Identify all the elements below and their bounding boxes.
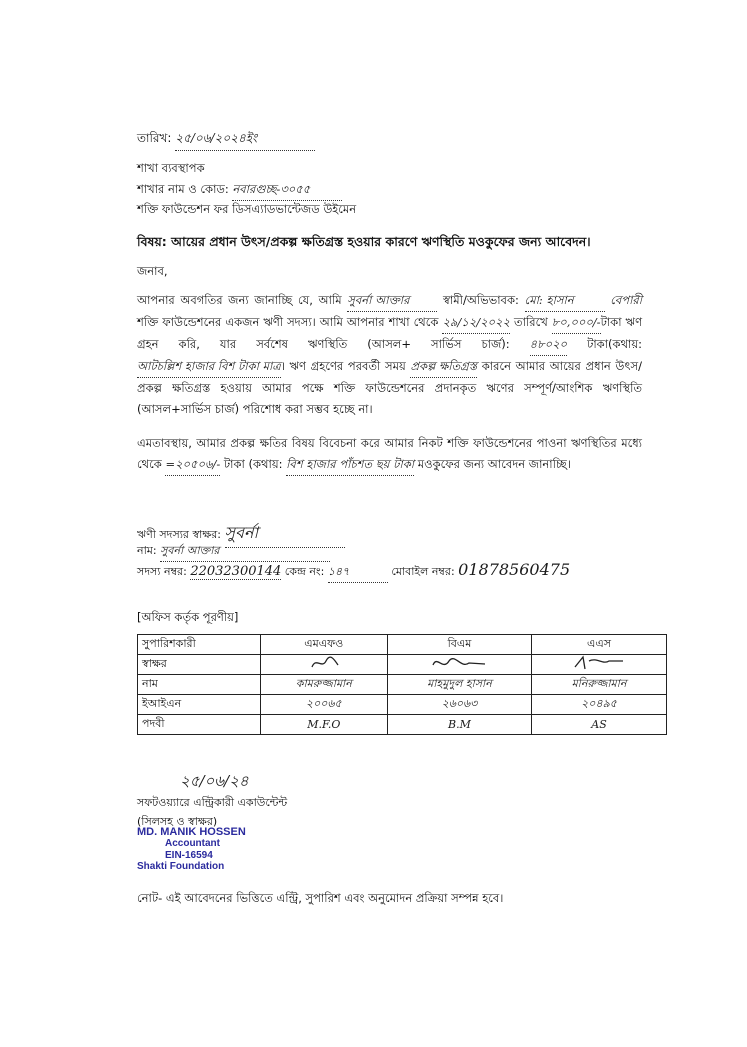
para1-text-7: । ঋণ গ্রহণের পরবর্তী সময় — [280, 359, 406, 373]
accountant-title: সফটওয়্যারে এন্ট্রিকারী একাউন্টেন্ট — [137, 796, 288, 809]
table-cell: ২০৪৯৫ — [532, 695, 667, 715]
branch-value: নবারগুচ্ছ-৩০৫৫ — [232, 181, 342, 201]
organization-name: শক্তি ফাউন্ডেশন ফর ডিসএ্যাডভান্টেজড উইমেন — [137, 202, 357, 216]
member-signature: সুবর্না — [225, 520, 345, 548]
salutation: জনাব, — [137, 264, 168, 278]
table-row — [138, 655, 667, 675]
signature-mfo — [260, 655, 387, 675]
table-cell: কামরুজ্জামান — [260, 675, 387, 695]
row-label: স্বাক্ষর — [138, 655, 261, 675]
signature-as — [532, 655, 667, 675]
table-cell: B.M — [387, 715, 531, 735]
table-cell: মনিরুজ্জামান — [532, 675, 667, 695]
loan-balance: ৪৮০২০ — [530, 334, 567, 356]
recommendation-table — [137, 634, 667, 735]
accountant-date: ২৫/০৬/২৪ — [180, 772, 249, 790]
loss-cause: প্রকল্প ক্ষতিগ্রস্ত — [410, 356, 477, 378]
table-header: সুপারিশকারী — [138, 635, 261, 655]
stamp-id: EIN-16594 — [165, 850, 213, 861]
row-label: নাম — [138, 675, 261, 695]
center-label: কেন্দ্র নং: — [284, 565, 325, 578]
member-name-line — [137, 542, 330, 562]
para1-text-4: তারিখে — [514, 315, 548, 329]
member-name: সুবর্না আক্তার — [160, 542, 330, 562]
footer-note: নোট- এই আবেদনের ভিত্তিতে এন্ট্রি, সুপারিশ এবং অনুমোদন প্রক্রিয়া সম্পন্ন হবে। — [137, 891, 504, 905]
row-label: ইআইএন — [138, 695, 261, 715]
guardian-name: মো: হাসান — [525, 290, 605, 312]
date-label: তারিখ: — [137, 131, 172, 145]
branch-label: শাখার নাম ও কোড: — [137, 182, 229, 196]
table-header: এএস — [532, 635, 667, 655]
stamp-name: MD. MANIK HOSSEN — [137, 826, 246, 838]
loan-balance-words: আটচল্লিশ হাজার বিশ টাকা মাত্র — [137, 356, 281, 378]
recipient-title: শাখা ব্যবস্থাপক — [137, 161, 205, 175]
para2-text-3: মওকুফের জন্য আবেদন জানাচ্ছি। — [417, 457, 571, 471]
table-cell: AS — [532, 715, 667, 735]
table-row — [138, 715, 667, 735]
member-id-line — [137, 560, 570, 583]
signature-scribble-icon — [569, 655, 629, 671]
loan-amount: ৮০,০০০/- — [552, 312, 601, 334]
member-id: 22032300144 — [190, 564, 282, 579]
mobile-label: মোবাইল নম্বর: — [391, 565, 455, 578]
paragraph-1 — [137, 290, 642, 420]
member-signature-label: ঋণী সদস্যর স্বাক্ষর: — [137, 528, 221, 541]
para1-text-3: শক্তি ফাউন্ডেশনের একজন ঋণী সদস্য। আমি আপনার শাখা থেকে — [137, 315, 439, 329]
stamp-role: Accountant — [165, 838, 220, 849]
para2-text-2: টাকা (কথায়: — [223, 457, 283, 471]
table-header-row — [138, 635, 667, 655]
member-name-label: নাম: — [137, 544, 157, 557]
loan-date: ২৯/১২/২০২২ — [442, 312, 510, 334]
date-value: ২৫/০৬/২০২৪ইং — [175, 130, 315, 151]
waiver-amount-words: বিশ হাজার পাঁচশত ছয় টাকা — [286, 454, 414, 476]
subject: বিষয়: আয়ের প্রধান উৎস/প্রকল্প ক্ষতিগ্রস্ত হওয়ার কারণে ঋণস্থিতি মওকুফের জন্য আবেদন। — [137, 234, 591, 249]
para1-text-8: কারনে আমার আয়ের প্রধান উৎস/প্রকল্প ক্ষতিগ্রস্ত হওয়ায় আমার পক্ষে শক্তি ফাউন্ডেশনের প্রদানকৃত ঋণের সম্পূর্ণ/আংশিক ঋণস্থিতি (আসল+সার্ভিস চার্জ) পরিশোধ করা সম্ভব হচ্ছে না। — [137, 359, 643, 416]
para1-text-6: টাকা(কথায়: — [587, 337, 643, 351]
table-cell: M.F.O — [260, 715, 387, 735]
table-row — [138, 675, 667, 695]
table-cell: ২০০৬৫ — [260, 695, 387, 715]
member-id-label: সদস্য নম্বর: — [137, 565, 187, 578]
signature-bm — [387, 655, 531, 675]
signature-scribble-icon — [304, 655, 344, 671]
stamp-org: Shakti Foundation — [137, 861, 225, 872]
table-row — [138, 695, 667, 715]
para1-text-5: টাকা ঋণ গ্রহন করি, যার সর্বশেষ ঋণস্থিতি (আসল+ সার্ভিস চার্জ): — [137, 315, 643, 351]
para1-text-1: আপনার অবগতির জন্য জানাচ্ছি যে, আমি — [137, 293, 342, 307]
waiver-amount: =২০৫০৬/- — [165, 454, 220, 476]
table-header: এমএফও — [260, 635, 387, 655]
mobile-number: 01878560475 — [458, 560, 571, 579]
signature-scribble-icon — [429, 655, 489, 671]
seal-label: (সিলসহ ও স্বাক্ষর) — [137, 815, 218, 828]
para1-text-2: স্বামী/অভিভাবক: — [442, 293, 519, 307]
applicant-name: সুবর্না আক্তার — [347, 290, 437, 312]
table-header: বিএম — [387, 635, 531, 655]
office-heading: [অফিস কর্তৃক পূরণীয়] — [137, 610, 239, 624]
center-number: ১৪৭ — [328, 563, 388, 583]
date-line — [137, 130, 315, 151]
para2-text-1: এমতাবস্থায়, আমার প্রকল্প ক্ষতির বিষয় বিবেচনা করে আমার নিকট শক্তি ফাউন্ডেশনের পাওনা ঋণস্থিতির মধ্যে থেকে — [137, 436, 642, 471]
table-cell: ২৬০৬৩ — [387, 695, 531, 715]
branch-line — [137, 181, 342, 201]
guardian-name-2: বেপারী — [610, 293, 643, 307]
table-cell: মাহমুদুল হাসান — [387, 675, 531, 695]
row-label: পদবী — [138, 715, 261, 735]
paragraph-2 — [137, 433, 642, 476]
